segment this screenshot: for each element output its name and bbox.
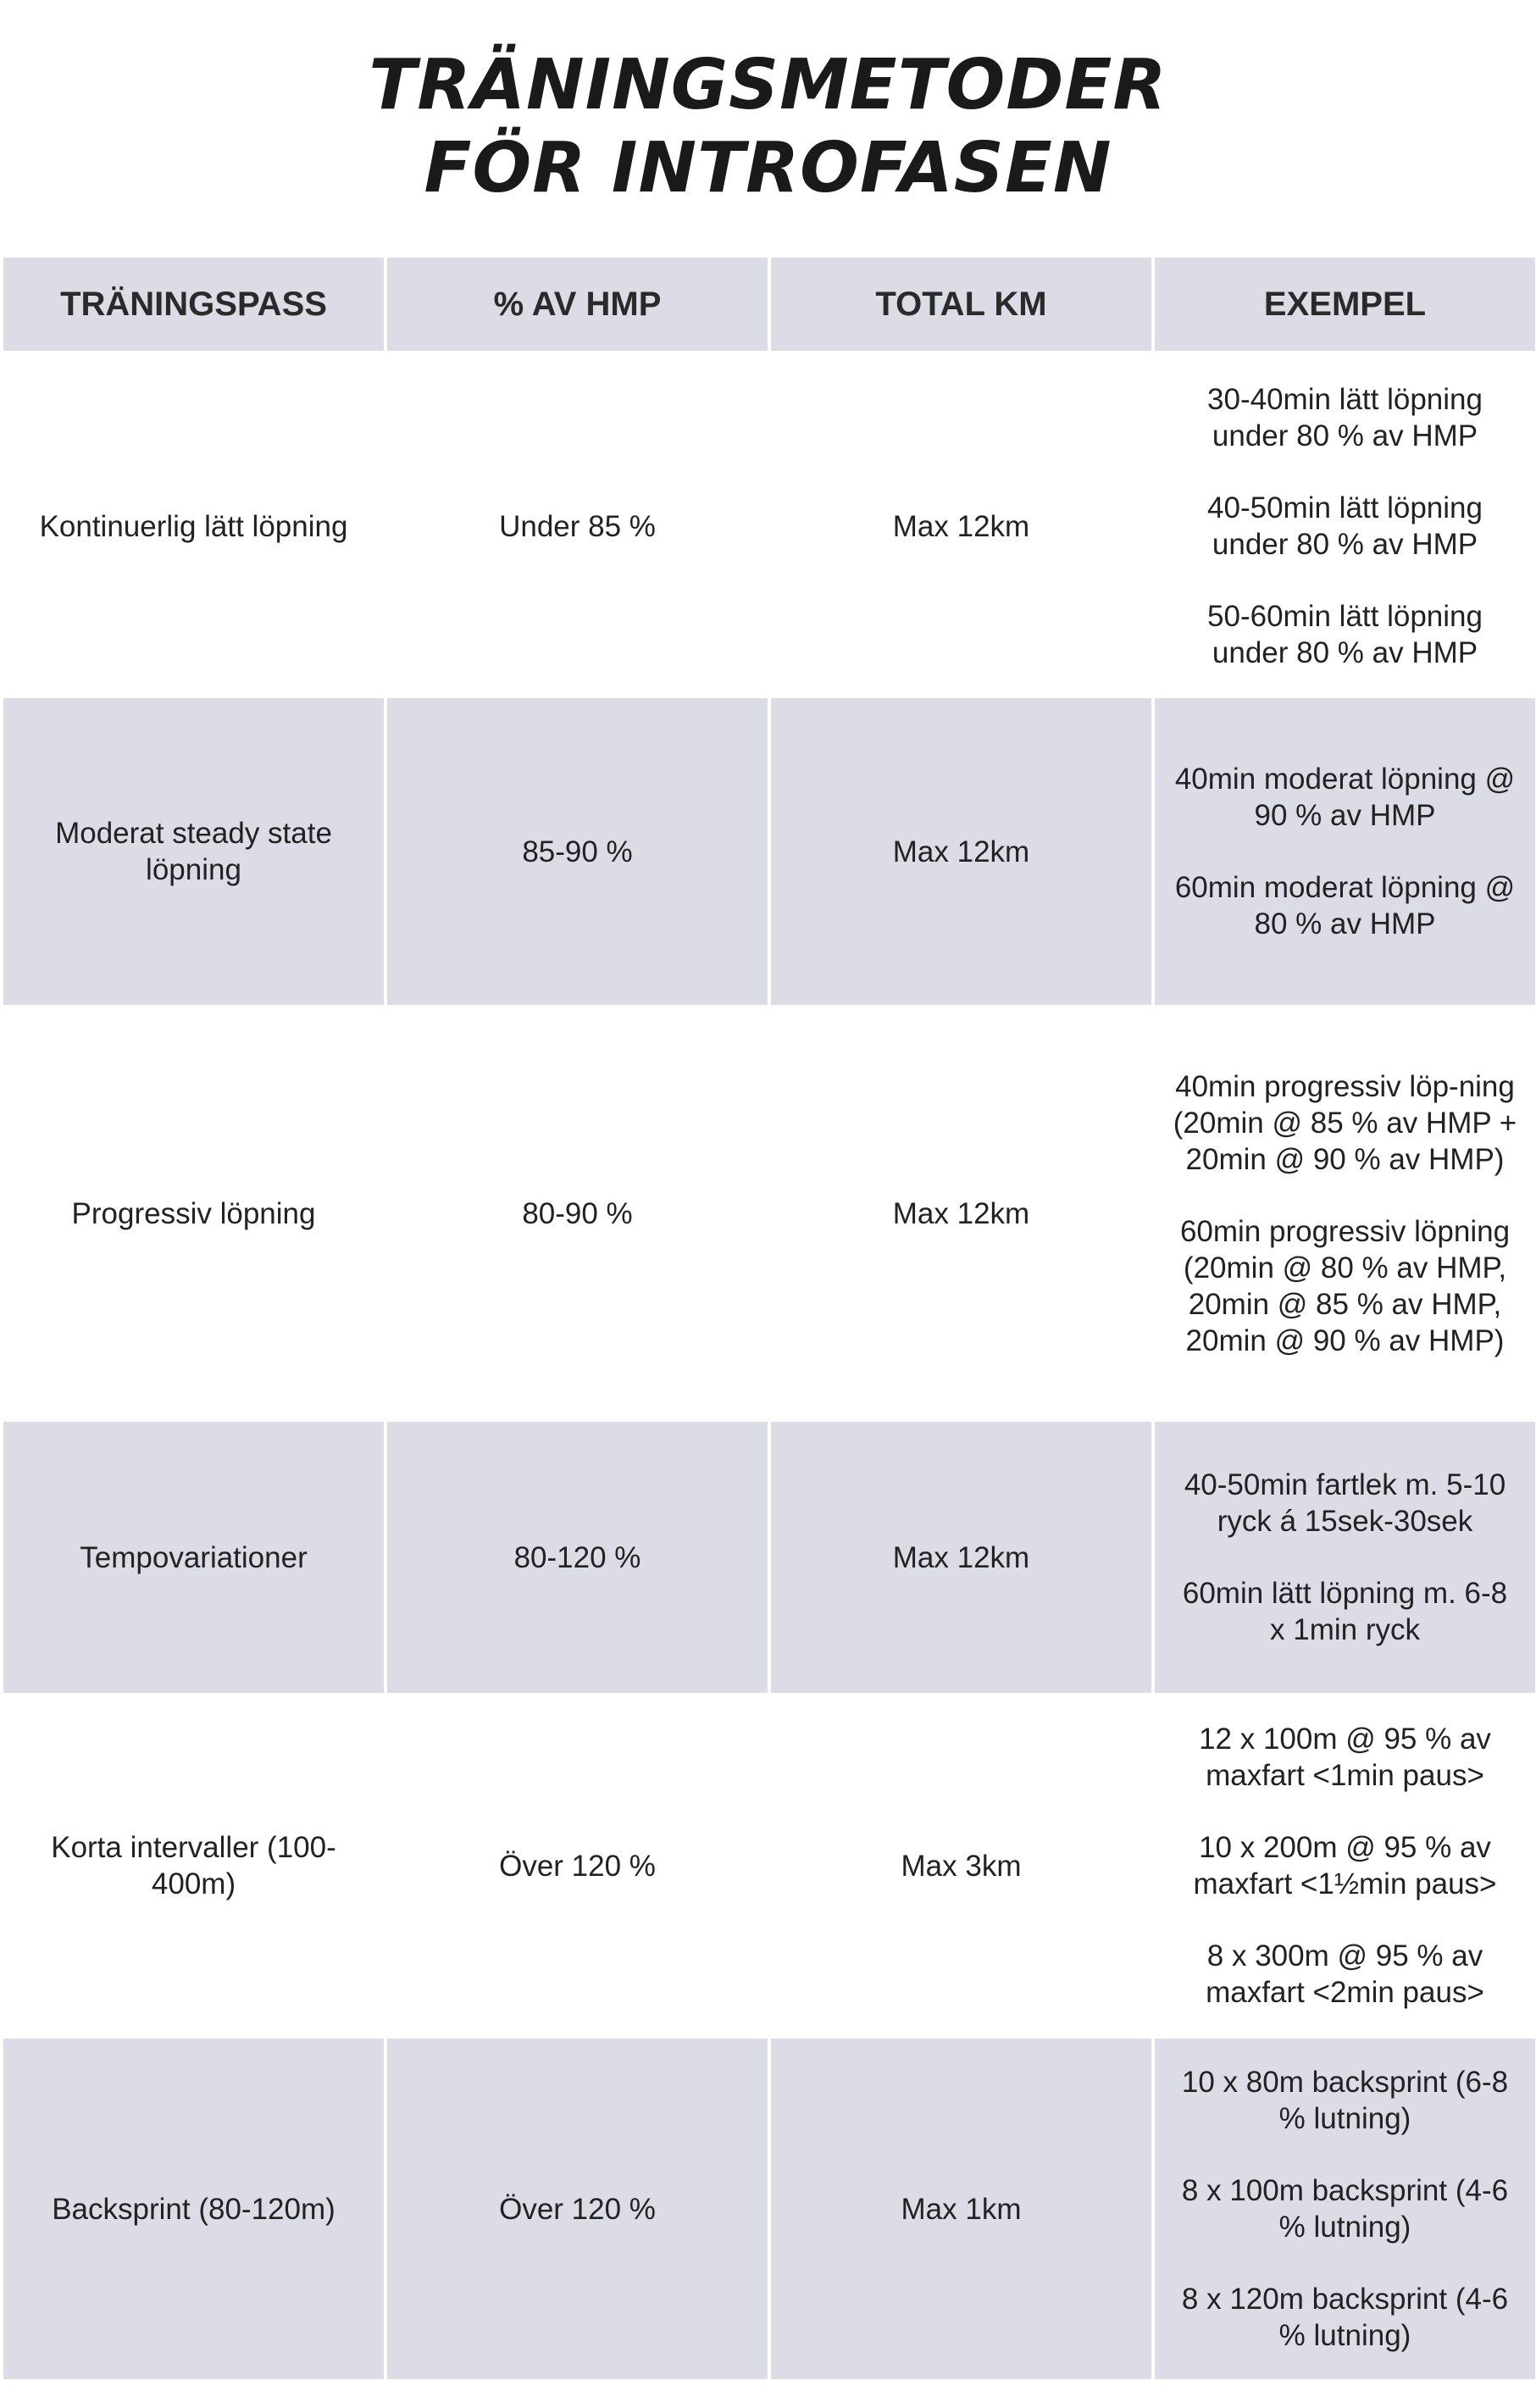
cell-km: Max 12km: [769, 352, 1153, 698]
cell-km: Max 12km: [769, 1422, 1153, 1693]
example-item: 8 x 100m backsprint (4-6 % lutning): [1181, 2174, 1509, 2244]
table-row: [2, 698, 1536, 1005]
example-item: 40-50min fartlek m. 5-10 ryck á 15sek-30sek: [1184, 1468, 1506, 1538]
table-row: [2, 2039, 1536, 2379]
example-item: 50-60min lätt löpning under 80 % av HMP: [1207, 600, 1483, 669]
example-item: 60min progressiv löpning (20min @ 80 % av HMP, 20min @ 85 % av HMP, 20min @ 90 % av HMP): [1179, 1214, 1511, 1357]
title-line-1: TRÄNINGSMETODER: [369, 45, 1167, 125]
example-item: 40min moderat löpning @ 90 % av HMP: [1174, 763, 1516, 832]
cell-pass: Kontinuerlig lätt löpning: [2, 352, 385, 698]
cell-km: Max 12km: [769, 698, 1153, 1005]
header-traningspass: TRÄNINGSPASS: [2, 258, 385, 352]
cell-hmp: 80-120 %: [385, 1422, 769, 1693]
header-total-km: TOTAL KM: [769, 258, 1153, 352]
cell-examples: [1153, 1422, 1536, 1693]
cell-km: Max 12km: [769, 1005, 1153, 1422]
cell-hmp: 80-90 %: [385, 1005, 769, 1422]
header-exempel: EXEMPEL: [1153, 258, 1536, 352]
cell-examples: [1153, 2039, 1536, 2379]
example-item: 12 x 100m @ 95 % av maxfart <1min paus>: [1199, 1723, 1491, 1792]
cell-examples: [1153, 1693, 1536, 2039]
example-item: 8 x 120m backsprint (4-6 % lutning): [1181, 2283, 1509, 2352]
example-item: 60min moderat löpning @ 80 % av HMP: [1174, 871, 1516, 940]
example-item: 60min lätt löpning m. 6-8 x 1min ryck: [1182, 1577, 1508, 1646]
example-item: 40min progressiv löp-ning (20min @ 85 % av HMP + 20min @ 90 % av HMP): [1173, 1069, 1517, 1176]
cell-hmp: 85-90 %: [385, 698, 769, 1005]
table-row: [2, 1422, 1536, 1693]
cell-hmp: Under 85 %: [385, 352, 769, 698]
header-av-hmp: % AV HMP: [385, 258, 769, 352]
cell-km: Max 1km: [769, 2039, 1153, 2379]
example-item: 40-50min lätt löpning under 80 % av HMP: [1207, 491, 1483, 561]
cell-pass: Moderat steady state löpning: [2, 698, 385, 1005]
training-methods-table: [0, 258, 1536, 2379]
table-header-row: [2, 258, 1536, 352]
cell-examples: [1153, 1005, 1536, 1422]
cell-pass: Tempovariationer: [2, 1422, 385, 1693]
cell-km: Max 3km: [769, 1693, 1153, 2039]
example-item: 10 x 200m @ 95 % av maxfart <1½min paus>: [1193, 1831, 1497, 1900]
table-row: [2, 352, 1536, 698]
cell-pass: Backsprint (80-120m): [2, 2039, 385, 2379]
cell-pass: Korta intervaller (100-400m): [2, 1693, 385, 2039]
example-item: 30-40min lätt löpning under 80 % av HMP: [1207, 383, 1483, 452]
title-line-2: FÖR INTROFASEN: [424, 128, 1112, 208]
example-item: 10 x 80m backsprint (6-8 % lutning): [1181, 2066, 1509, 2135]
cell-examples: [1153, 352, 1536, 698]
table-row: [2, 1693, 1536, 2039]
table-row: [2, 1005, 1536, 1422]
example-item: 8 x 300m @ 95 % av maxfart <2min paus>: [1206, 1939, 1484, 2009]
cell-hmp: Över 120 %: [385, 1693, 769, 2039]
cell-pass: Progressiv löpning: [2, 1005, 385, 1422]
cell-hmp: Över 120 %: [385, 2039, 769, 2379]
page-title: [0, 44, 1536, 210]
cell-examples: [1153, 698, 1536, 1005]
